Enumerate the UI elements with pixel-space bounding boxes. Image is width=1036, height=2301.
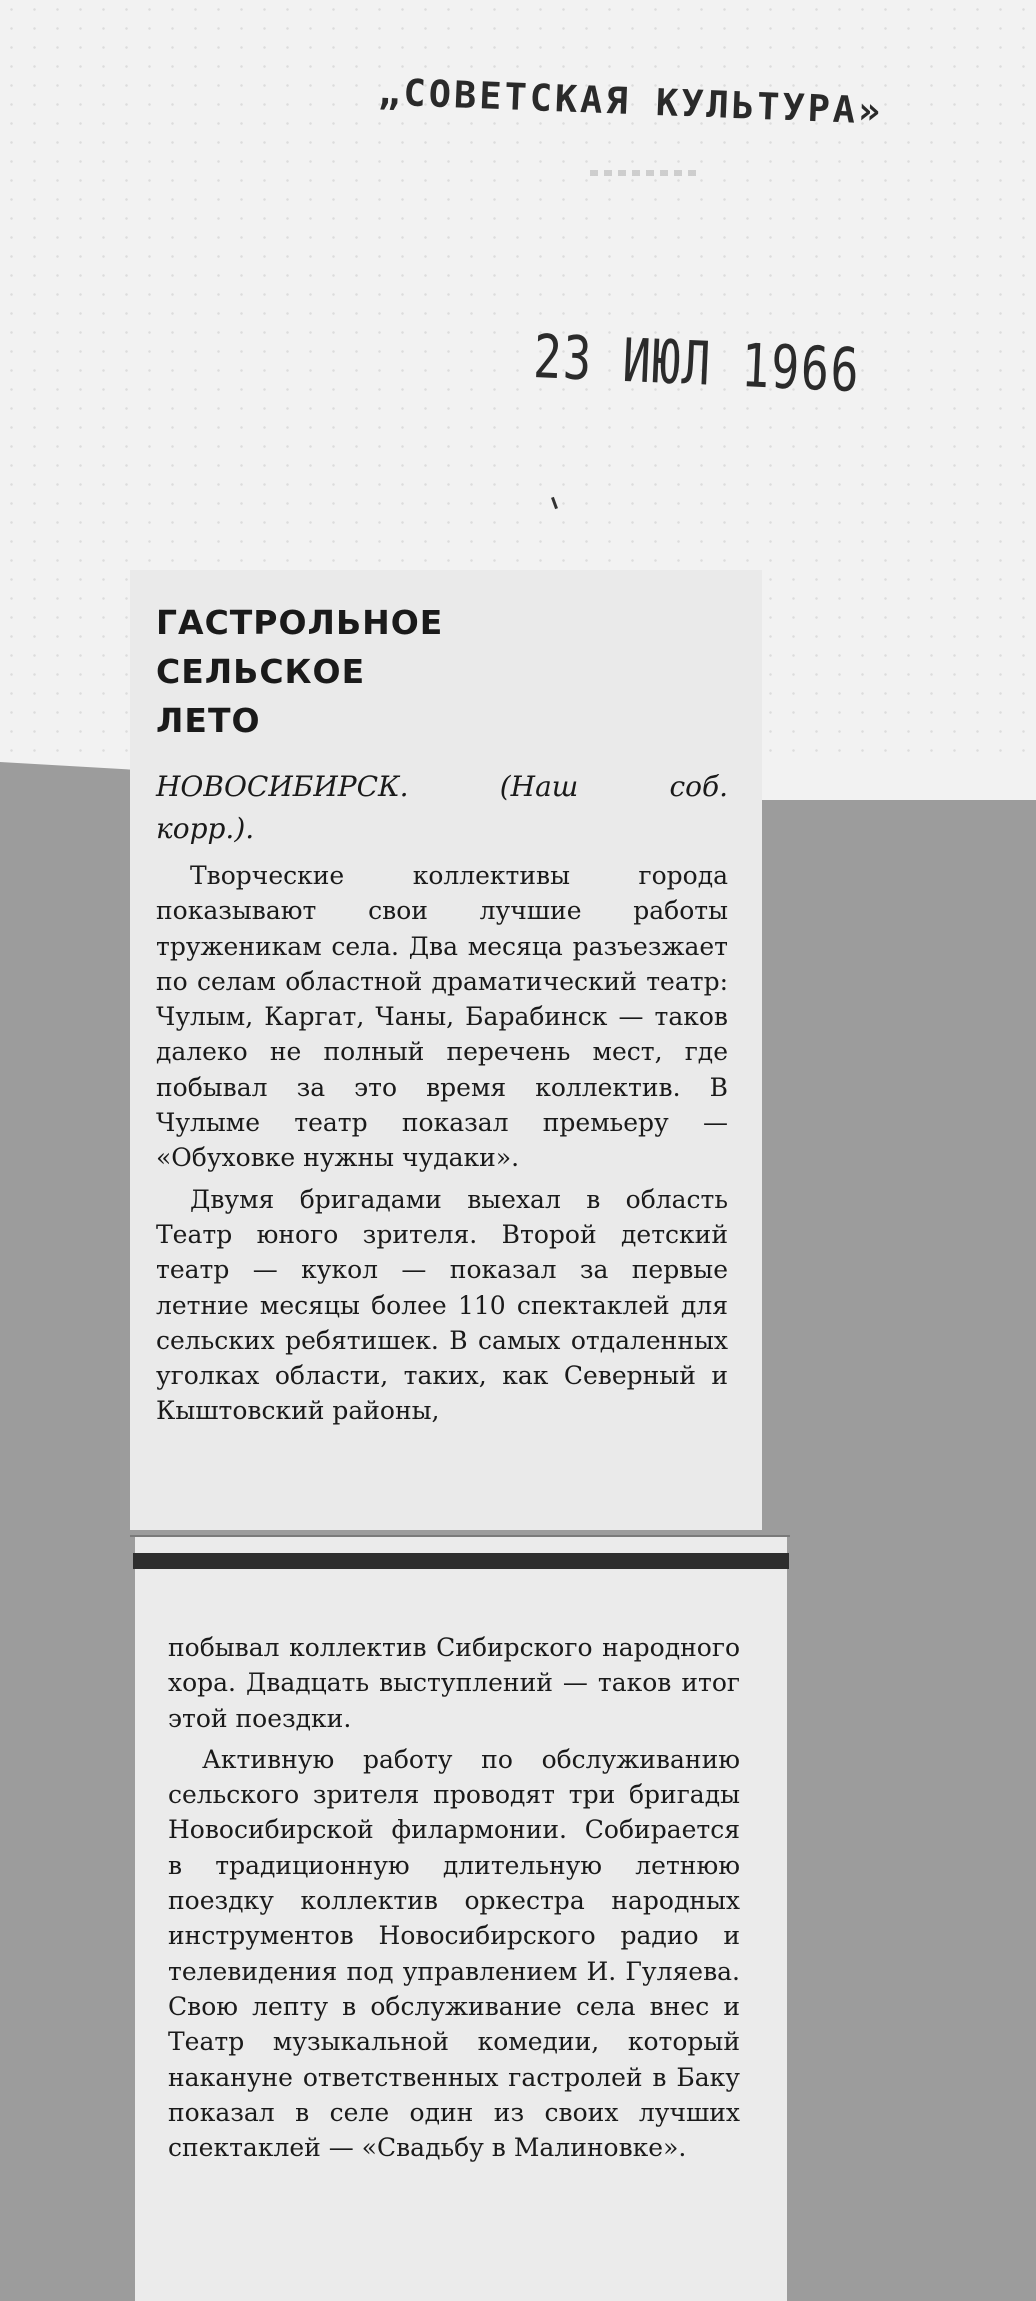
heading-line: ЛЕТО — [156, 701, 261, 740]
stamp-faint-line — [590, 170, 700, 176]
dateline-source: (Наш — [499, 770, 579, 803]
column-rule — [133, 1553, 789, 1569]
article-heading — [156, 598, 443, 745]
heading-line: СЕЛЬСКОЕ — [156, 652, 366, 691]
dateline-source: соб. — [669, 770, 729, 803]
dateline-continued: корр.). — [156, 812, 255, 845]
paragraph: Активную работу по обслуживанию сельского зрителя проводят три бригады Новосибирской филармонии. Собирается в традиционную длительную летнюю поездку коллектив оркестра народных инструментов Новосибирского радио и телевидения под управлением И. Гуляева. Свою лепту в обслуживание села внес и Театр музыкальной комедии, который накануне ответственных гастролей в Баку показал в селе один из своих лучших спектаклей — «Свадьбу в Малиновке». — [168, 1744, 740, 2163]
dateline-city: НОВОСИБИРСК. — [156, 770, 409, 803]
paragraph: побывал коллектив Сибирского народного хора. Двадцать выступлений — таков итог этой поездки. — [168, 1633, 740, 1733]
article-column-top — [156, 858, 728, 1429]
paragraph: Двумя бригадами выехал в область Театр юного зрителя. Второй детский театр — кукол — показал за первые летние месяцы более 110 спектаклей для сельских ребятишек. В самых отдаленных уголках области, таких, как Северный и Кыштовский районы, — [156, 1184, 728, 1426]
date-stamp: 23 ИЮЛ 1966 — [531, 322, 862, 407]
heading-line: ГАСТРОЛЬНОЕ — [156, 603, 444, 642]
article-column-bottom — [168, 1630, 740, 2165]
paragraph: Творческие коллективы города показывают свои лучшие работы труженикам села. Два месяца разъезжает по селам областной драматический театр: Чулым, Каргат, Чаны, Барабинск — таков далеко не полный перечень мест, где побывал за это время коллектив. В Чулыме театр показал премьеру — «Обуховке нужны чудаки». — [156, 861, 728, 1173]
newspaper-stamp: „СОВЕТСКАЯ КУЛЬТУРА» — [377, 70, 885, 133]
dateline — [156, 766, 728, 808]
clipping-seam — [130, 1535, 790, 1537]
